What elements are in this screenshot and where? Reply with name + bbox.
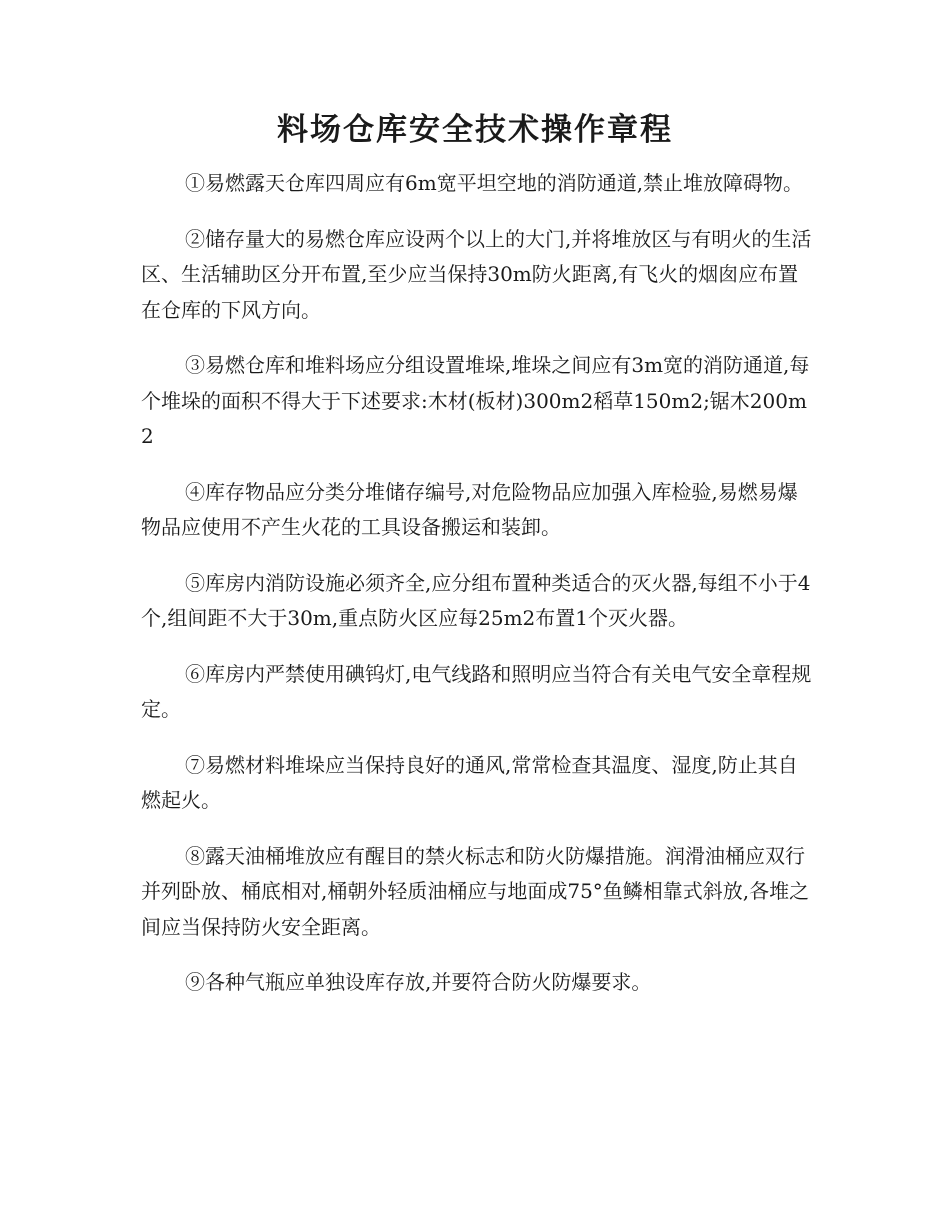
paragraph-3: ③易燃仓库和堆料场应分组设置堆垛,堆垛之间应有3m宽的消防通道,每个堆垛的面积不得大于下述要求:木材(板材)300m2稻草150m2;锯木200m2 — [141, 353, 810, 448]
paragraph-4: ④库存物品应分类分堆储存编号,对危险物品应加强入库检验,易燃易爆物品应使用不产生火花的工具设备搬运和装卸。 — [141, 479, 798, 539]
page-title: 料场仓库安全技术操作章程 — [277, 112, 673, 148]
paragraph-2: ②储存量大的易燃仓库应设两个以上的大门,并将堆放区与有明火的生活区、生活辅助区分开布置,至少应当保持30m防火距离,有飞火的烟囱应布置在仓库的下风方向。 — [141, 226, 812, 322]
paragraph-7: ⑦易燃材料堆垛应当保持良好的通风,常常检查其温度、湿度,防止其自燃起火。 — [141, 752, 798, 812]
paragraph-8: ⑧露天油桶堆放应有醒目的禁火标志和防火防爆措施。润滑油桶应双行并列卧放、桶底相对,桶朝外轻质油桶应与地面成75°鱼鳞相靠式斜放,各堆之间应当保持防火安全距离。 — [141, 843, 810, 939]
document-body — [141, 166, 813, 1021]
paragraph-6: ⑥库房内严禁使用碘钨灯,电气线路和照明应当符合有关电气安全章程规定。 — [141, 661, 812, 721]
paragraph-9: ⑨各种气瓶应单独设库存放,并要符合防火防爆要求。 — [185, 970, 652, 994]
paragraph-1: ①易燃露天仓库四周应有6m宽平坦空地的消防通道,禁止堆放障碍物。 — [185, 171, 804, 195]
paragraph-5: ⑤库房内消防设施必须齐全,应分组布置种类适合的灭火器,每组不小于4个,组间距不大于30m,重点防火区应每25m2布置1个灭火器。 — [141, 570, 811, 630]
